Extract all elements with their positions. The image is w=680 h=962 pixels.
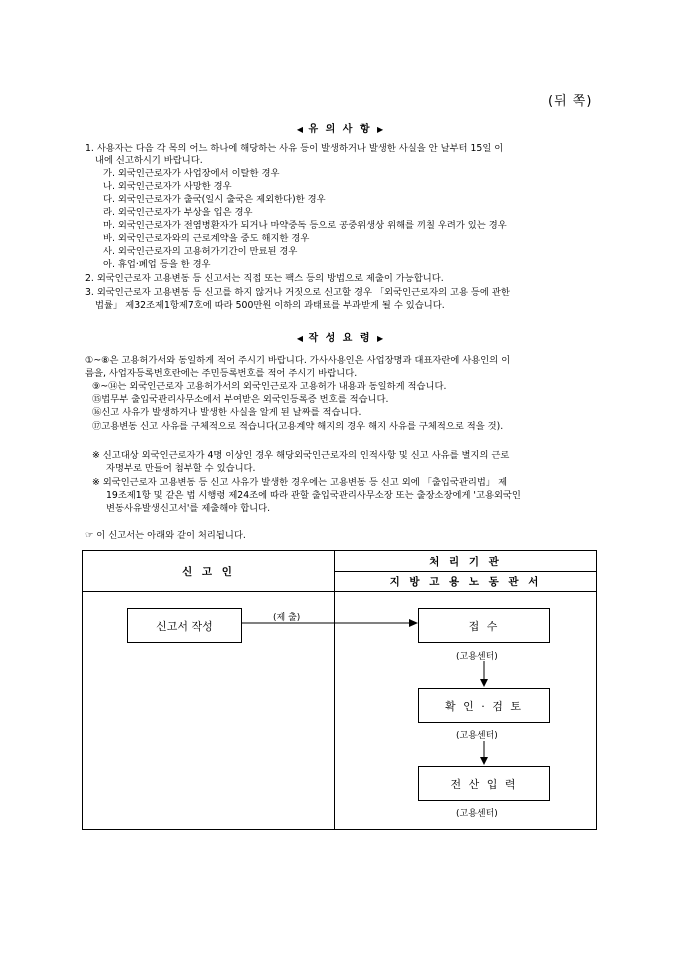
down-arrow [480,661,488,687]
right-triangle-icon: ▶ [377,125,384,134]
left-triangle-icon: ◀ [296,125,303,134]
guide-note-2-line-2: 19조제1항 및 같은 법 시행령 제24조에 따라 관할 출입국관리사무소장 또는 출장소장에게 '고용외국인 [106,490,521,501]
step-write-box: 신고서 작성 [127,608,242,643]
guide-title-text: 작 성 요 령 [308,333,372,344]
note-sub-item: 바. 외국인근로자와의 근로계약을 중도 해지한 경우 [103,233,310,244]
submit-arrow [242,619,418,627]
office-header: 지 방 고 용 노 동 관 서 [389,576,542,588]
process-flow-table [82,550,597,830]
right-triangle-icon: ▶ [377,334,384,343]
note-sub-item: 사. 외국인근로자의 고용허가기간이 만료된 경우 [103,246,298,257]
guide-line-3: ⑨~⑭는 외국인근로자 고용허가서의 외국인근로자 고용허가 내용과 동일하게 적습니다. [92,381,447,392]
note-sub-item: 가. 외국인근로자가 사업장에서 이탈한 경우 [103,168,280,179]
step-input-box: 전 산 입 력 [418,766,550,801]
submit-label: (제 출) [273,613,301,623]
notes-title-text: 유 의 사 항 [308,124,372,135]
step-review-box: 확 인 · 검 토 [418,688,550,723]
note-item-3-line-2: 법률」 제32조제1항제7호에 따라 500만원 이하의 과태료를 부과받게 될 수 있습니다. [95,300,445,311]
note-item-1-line-2: 내에 신고하시기 바랍니다. [95,155,203,166]
center-label: (고용센터) [456,809,498,819]
guide-note-1-line-2: 자명부로 만들어 첨부할 수 있습니다. [106,463,256,474]
note-item-1-line-1: 1. 사용자는 다음 각 목의 어느 하나에 해당하는 사유 등이 발생하거나 발생한 사실을 안 날부터 15일 이 [85,143,504,154]
down-arrow [480,741,488,765]
guide-line-1: ①~⑧은 고용허가서와 동일하게 적어 주시기 바랍니다. 가사사용인은 사업장명과 대표자란에 사용인의 이 [85,355,511,366]
guide-note-2-line-1: ※ 외국인근로자 고용변동 등 신고 사유가 발생한 경우에는 고용변동 등 신고 외에 「출입국관리법」 제 [92,477,508,488]
step-receive-box: 접 수 [418,608,550,643]
note-sub-item: 아. 휴업·폐업 등을 한 경우 [103,259,211,270]
note-item-3-line-1: 3. 외국인근로자 고용변동 등 신고를 하지 않거나 거짓으로 신고할 경우 「외국인근로자의 고용 등에 관한 [85,287,510,298]
note-item-2: 2. 외국인근로자 고용변동 등 신고서는 직접 또는 팩스 등의 방법으로 제출이 가능합니다. [85,273,444,284]
guide-note-2-line-3: 변동사유발생신고서'를 제출해야 합니다. [106,503,271,514]
left-triangle-icon: ◀ [296,334,303,343]
note-sub-item: 라. 외국인근로자가 부상을 입은 경우 [103,207,253,218]
notes-section-title [0,120,680,135]
center-label: (고용센터) [456,731,498,741]
center-label: (고용센터) [456,652,498,662]
reporter-header: 신 고 인 [182,565,235,578]
note-sub-item: 다. 외국인근로자가 출국(일시 출국은 제외한다)한 경우 [103,194,326,205]
note-sub-item: 마. 외국인근로자가 전염병환자가 되거나 마약중독 등으로 공중위생상 위해를 끼칠 우려가 있는 경우 [103,220,507,231]
guide-section-title [0,329,680,344]
guide-line-2: 름을, 사업자등록번호란에는 주민등록번호를 적어 주시기 바랍니다. [85,368,358,379]
handler-header: 처 리 기 관 [429,555,502,568]
guide-note-1-line-1: ※ 신고대상 외국인근로자가 4명 이상인 경우 해당외국인근로자의 인적사항 및 신고 사유를 별지의 근로 [92,450,510,461]
process-intro: ☞ 이 신고서는 아래와 같이 처리됩니다. [85,530,246,541]
guide-line-6: ⑰고용변동 신고 사유를 구체적으로 적습니다(고용계약 해지의 경우 해지 사유를 구체적으로 적을 것). [92,421,504,432]
note-sub-item: 나. 외국인근로자가 사망한 경우 [103,181,232,192]
guide-line-5: ⑯신고 사유가 발생하거나 발생한 사실을 알게 된 날짜를 적습니다. [92,407,362,418]
guide-line-4: ⑮법무부 출입국관리사무소에서 부여받은 외국인등록증 번호를 적습니다. [92,394,389,405]
page-side-label: (뒤 쪽) [548,94,593,109]
flow-arrows [83,551,596,829]
